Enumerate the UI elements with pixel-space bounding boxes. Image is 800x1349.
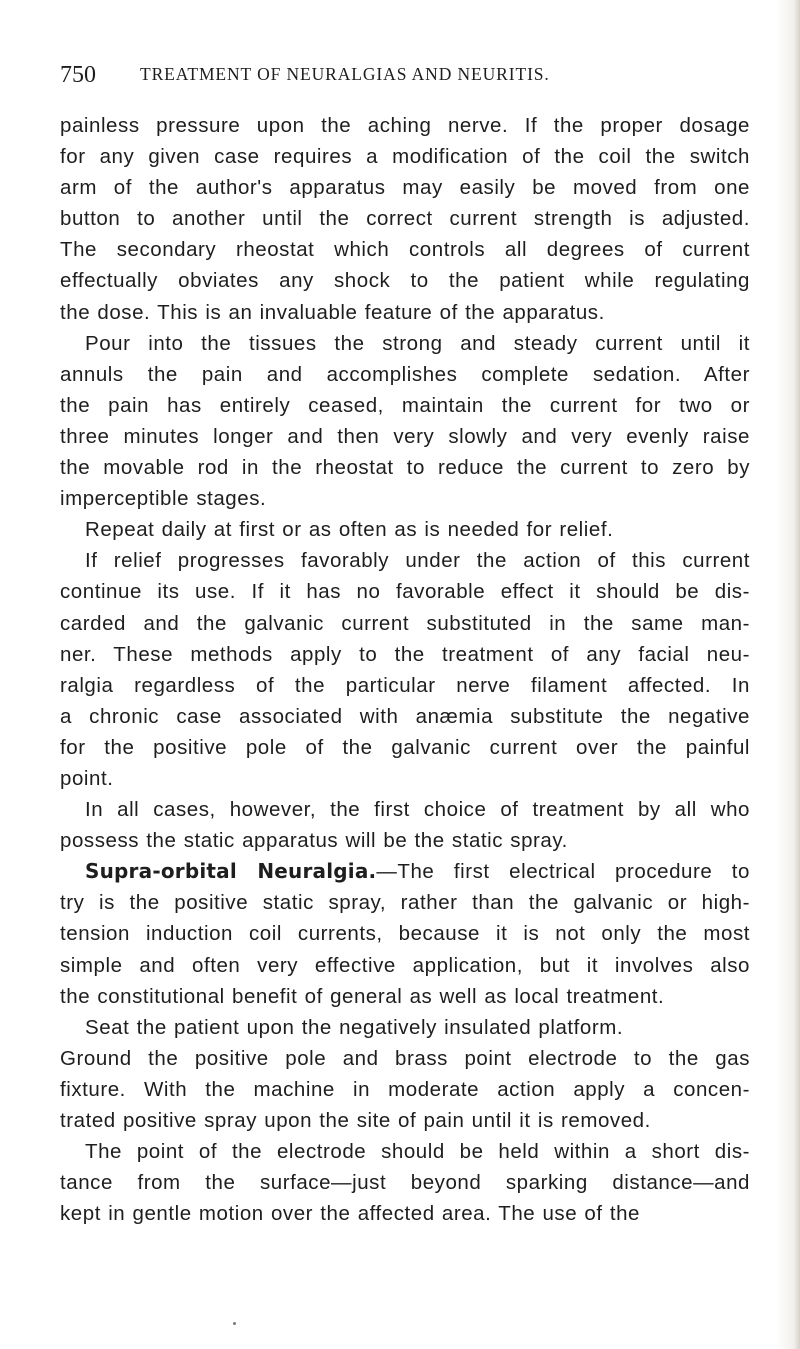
scan-speck <box>233 1322 236 1325</box>
text-line: arm of the author's apparatus may easily be moved from one <box>60 176 750 200</box>
section-heading-line <box>60 856 750 887</box>
text-line: button to another until the correct current strength is adjusted. <box>60 207 750 231</box>
paragraph-start: Pour into the tissues the strong and steady current until it <box>85 331 750 355</box>
text-line: possess the static apparatus will be the static spray. <box>60 829 568 853</box>
text-line: trated positive spray upon the site of pain until it is removed. <box>60 1109 651 1132</box>
body-text <box>60 110 750 1229</box>
text-line: painless pressure upon the aching nerve. If the proper dosage <box>60 114 750 137</box>
text-line: effectually obviates any shock to the patient while regulating <box>60 269 750 293</box>
text-line: ralgia regardless of the particular nerve filament affected. In <box>60 673 750 697</box>
text-line: fixture. With the machine in moderate action apply a concen- <box>60 1077 750 1101</box>
text-line: kept in gentle motion over the affected area. The use of the <box>60 1202 641 1226</box>
text-line: the pain has entirely ceased, maintain the current for two or <box>60 393 750 417</box>
paragraph-start: Repeat daily at first or as often as is needed for relief. <box>85 518 614 542</box>
running-head <box>60 62 760 96</box>
text-line: tance from the surface—just beyond sparking distance—and <box>60 1171 750 1195</box>
text-line: imperceptible stages. <box>60 487 267 511</box>
page-edge-shadow <box>794 0 800 1349</box>
text-line: the dose. This is an invaluable feature of the apparatus. <box>60 300 605 324</box>
paragraph-start: The point of the electrode should be held within a short dis- <box>85 1140 750 1164</box>
paragraph-start: In all cases, however, the first choice of treatment by all who <box>85 798 750 822</box>
text-line: ner. These methods apply to the treatment of any facial neu- <box>60 642 750 666</box>
text-line: three minutes longer and then very slowly and very evenly raise <box>60 424 750 448</box>
page-number: 750 <box>60 62 96 88</box>
text-line: a chronic case associated with anæmia substitute the negative <box>60 704 750 728</box>
text-line: the constitutional benefit of general as well as local treatment. <box>60 984 665 1008</box>
running-title: TREATMENT OF NEURALGIAS AND NEURITIS. <box>140 64 550 84</box>
text-line: the movable rod in the rheostat to reduce the current to zero by <box>60 456 750 480</box>
text-line: for the positive pole of the galvanic current over the painful <box>60 735 750 759</box>
text-line: tension induction coil currents, because it is not only the most <box>60 922 750 946</box>
paragraph-start: If relief progresses favorably under the action of this current <box>85 549 750 573</box>
paragraph-start: Seat the patient upon the negatively insulated platform. <box>85 1015 624 1039</box>
text-line: for any given case requires a modification of the coil the switch <box>60 145 750 169</box>
heading-continuation: —The first electrical procedure to <box>376 860 751 884</box>
text-line: point. <box>60 766 114 790</box>
text-line: annuls the pain and accomplishes complete sedation. After <box>60 362 750 386</box>
text-line: Ground the positive pole and brass point electrode to the gas <box>60 1046 750 1070</box>
text-line: try is the positive static spray, rather than the galvanic or high- <box>60 891 750 915</box>
section-heading: Supra-orbital Neuralgia. <box>85 859 377 884</box>
text-line: simple and often very effective application, but it involves also <box>60 953 750 977</box>
text-line: continue its use. If it has no favorable effect it should be dis- <box>60 580 750 604</box>
text-line: The secondary rheostat which controls all degrees of current <box>60 238 750 262</box>
text-line: carded and the galvanic current substituted in the same man- <box>60 611 750 635</box>
